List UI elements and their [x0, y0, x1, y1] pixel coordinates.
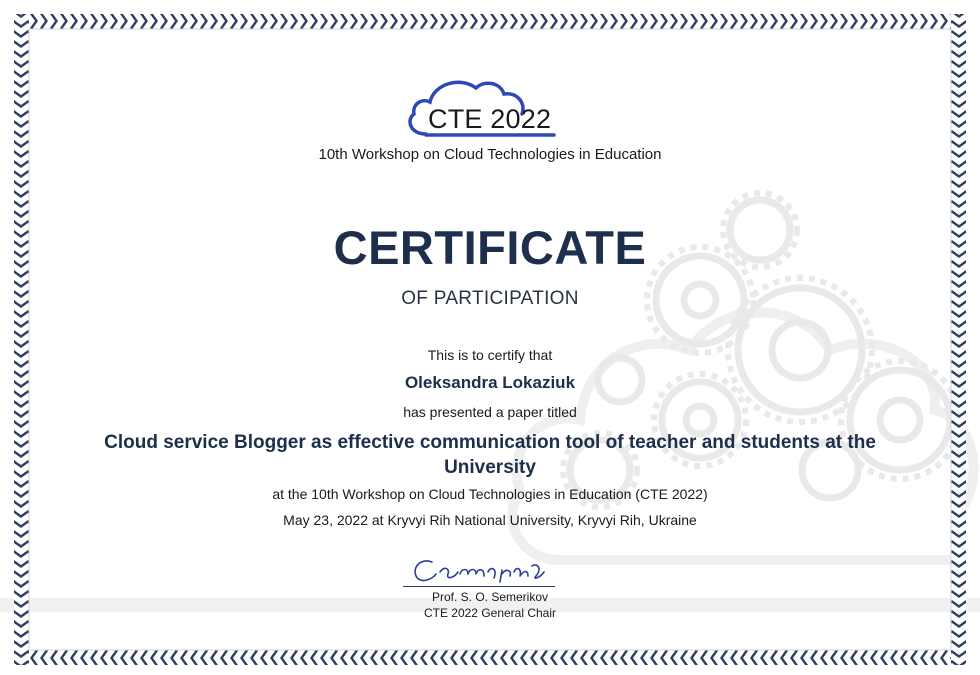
logo-text: CTE 2022 [428, 104, 552, 134]
signature [402, 552, 558, 590]
signature-line [403, 586, 555, 587]
paper-title: Cloud service Blogger as effective communication tool of teacher and students at the University [104, 432, 876, 478]
cte-logo [404, 74, 560, 140]
signer-name: Prof. S. O. Semerikov [431, 590, 549, 604]
presented-text: has presented a paper titled [403, 404, 577, 420]
workshop-title: 10th Workshop on Cloud Technologies in Education [318, 146, 662, 163]
signer-role: CTE 2022 General Chair [423, 606, 557, 620]
certificate-subtitle: OF PARTICIPATION [401, 288, 579, 309]
participant-name: Oleksandra Lokaziuk [404, 373, 576, 392]
certify-text: This is to certify that [427, 347, 553, 363]
date-text: May 23, 2022 at Kryvyi Rih National University, Kryvyi Rih, Ukraine [283, 512, 697, 528]
certificate-title: CERTIFICATE [333, 221, 647, 274]
event-text: at the 10th Workshop on Cloud Technologies in Education (CTE 2022) [272, 486, 708, 502]
